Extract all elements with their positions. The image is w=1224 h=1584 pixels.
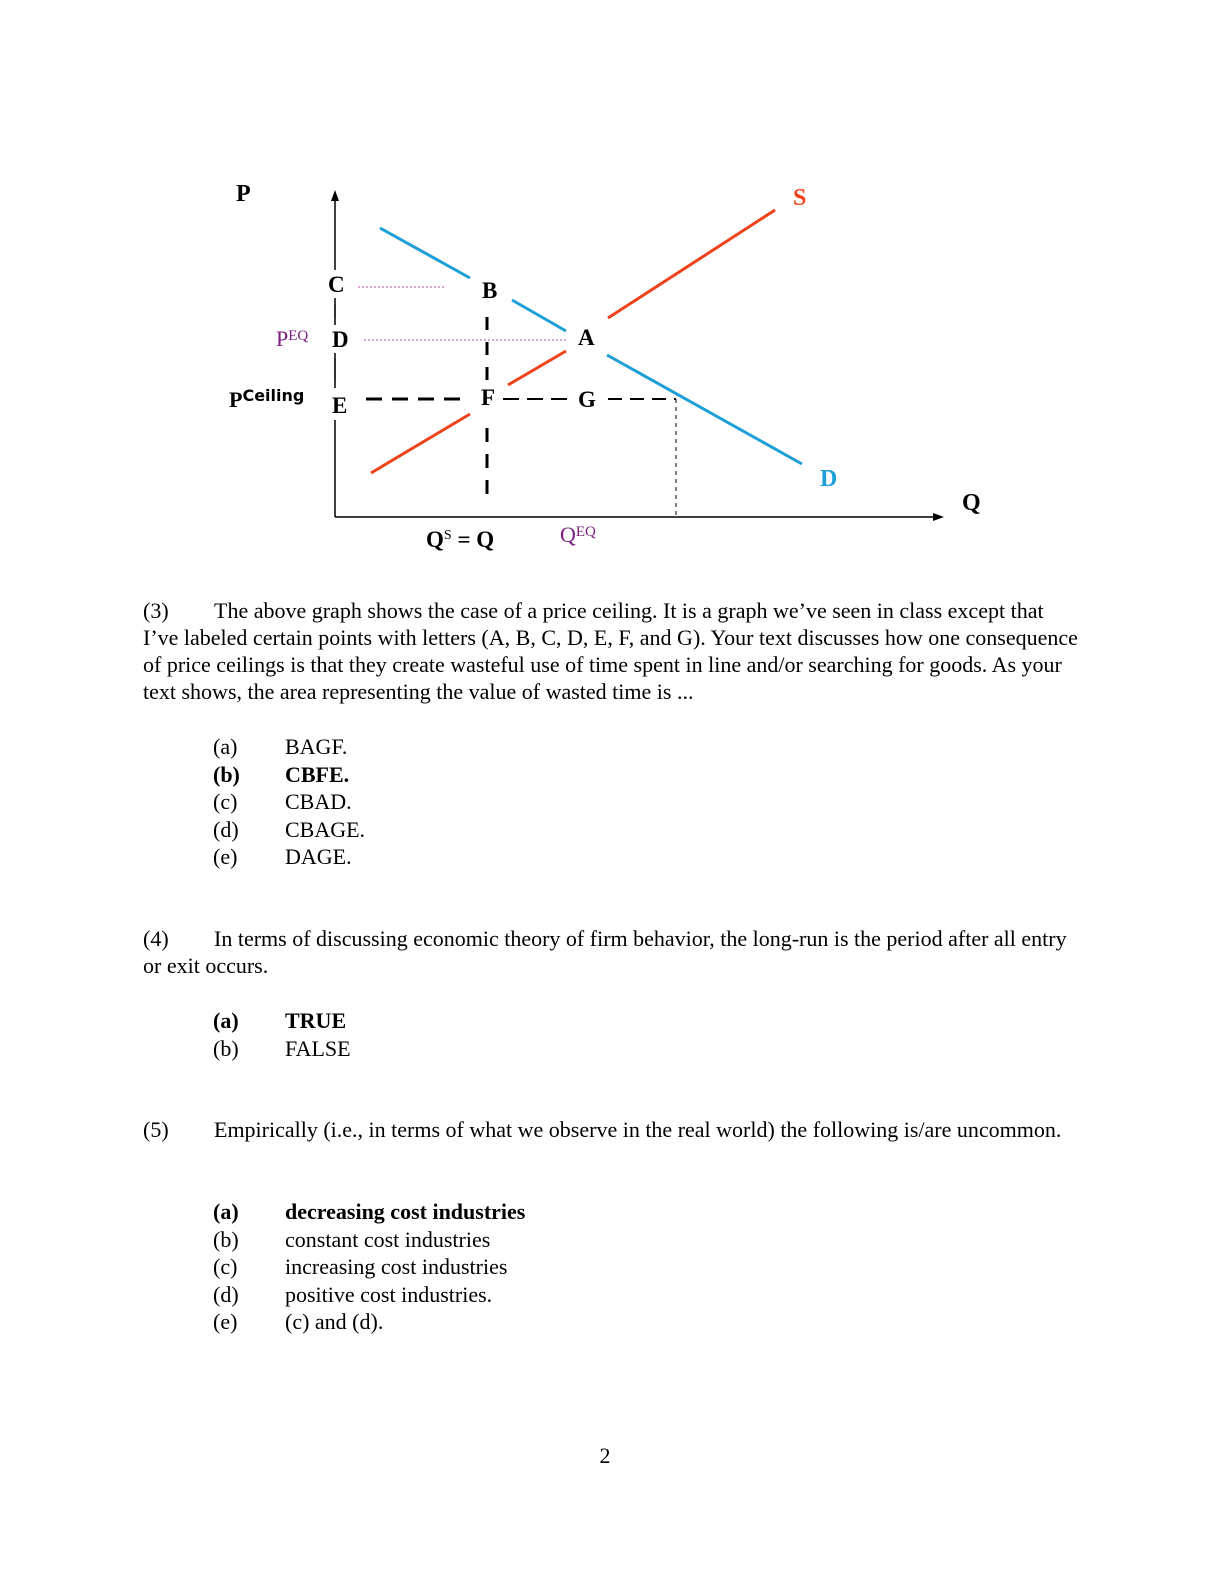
option-e[interactable] (213, 843, 365, 871)
demand-curve-segment-3 (607, 355, 802, 464)
option-label: (b) (213, 761, 240, 787)
option-label: (e) (213, 844, 238, 869)
point-c-label: C (328, 272, 345, 297)
option-b[interactable] (213, 1226, 525, 1254)
point-e-label: E (332, 393, 348, 418)
option-text: FALSE (285, 1035, 351, 1061)
question-text: The above graph shows the case of a price ceiling. It is a graph we’ve seen in class except that I’ve labeled certain points with letters (A, B, C, D, E, F, and G). Your text discusses how one consequence of price ceilings is that they create wasteful use of time spent in line and/or searching for goods. As your text shows, the area representing the value of wasted time is ... (143, 598, 1078, 704)
option-label: (a) (213, 734, 238, 759)
option-a[interactable] (213, 733, 365, 761)
option-text: decreasing cost industries (285, 1199, 526, 1224)
option-c[interactable] (213, 1253, 525, 1281)
option-label: (c) (213, 789, 238, 814)
option-a[interactable] (213, 1198, 525, 1226)
option-label: (d) (213, 1281, 239, 1307)
quantity-axis-label: Q (962, 490, 981, 516)
point-b-label: B (482, 278, 498, 303)
option-b[interactable] (213, 1035, 351, 1063)
supply-curve-segment-1 (371, 414, 470, 473)
option-label: (b) (213, 1226, 239, 1252)
qeq-sup: EQ (575, 524, 596, 540)
supply-curve-label: S (793, 185, 807, 211)
option-label: (a) (213, 1199, 239, 1224)
price-axis-label: P (236, 181, 251, 207)
option-label: (d) (213, 816, 239, 842)
option-label: (c) (213, 1254, 238, 1279)
equilibrium-price-label (276, 326, 308, 351)
option-label: (a) (213, 1008, 239, 1033)
qs-sup: S (443, 528, 452, 543)
option-text: increasing cost industries (285, 1254, 508, 1279)
supply-curve-segment-3 (608, 210, 775, 318)
question-4 (143, 925, 1083, 979)
option-text: TRUE (285, 1008, 347, 1033)
option-text: (c) and (d). (285, 1309, 384, 1334)
qs-rest: = Q (451, 527, 495, 552)
quantity-supplied-label (426, 527, 494, 552)
point-d-label: D (332, 327, 349, 352)
option-text: CBFE. (285, 761, 350, 787)
option-label: (b) (213, 1035, 239, 1061)
demand-curve-segment-1 (380, 228, 470, 278)
equilibrium-quantity-label (560, 522, 596, 547)
option-text: CBAD. (285, 789, 352, 814)
option-a[interactable] (213, 1007, 351, 1035)
question-number: (3) (143, 598, 169, 623)
demand-curve-label: D (820, 466, 838, 492)
option-c[interactable] (213, 788, 365, 816)
ceiling-price-base: P (229, 387, 243, 412)
qs-base: Q (426, 527, 444, 552)
ceiling-price-label (229, 386, 304, 412)
question-5 (143, 1116, 1083, 1143)
option-d[interactable] (213, 816, 365, 844)
option-text: positive cost industries. (285, 1281, 493, 1307)
price-ceiling-graph (0, 0, 1224, 580)
question-3-options (213, 733, 365, 871)
supply-curve-segment-2 (508, 351, 566, 385)
question-4-options (213, 1007, 351, 1062)
point-g-label: G (578, 387, 596, 412)
question-5-options (213, 1198, 525, 1336)
point-f-label: F (481, 385, 496, 410)
option-text: constant cost industries (285, 1226, 491, 1252)
question-number: (4) (143, 926, 169, 951)
equilibrium-price-sup: EQ (288, 328, 309, 344)
qeq-base: Q (560, 522, 576, 547)
option-b[interactable] (213, 761, 365, 789)
ceiling-price-sup: Ceiling (242, 386, 305, 405)
quantity-axis-arrow (933, 513, 944, 521)
question-number: (5) (143, 1117, 169, 1142)
question-text: In terms of discussing economic theory of firm behavior, the long-run is the period after all entry or exit occurs. (143, 926, 1067, 978)
point-a-label: A (578, 325, 595, 350)
question-3 (143, 597, 1083, 705)
option-text: DAGE. (285, 844, 352, 869)
price-axis-arrow (331, 190, 339, 201)
option-text: BAGF. (285, 734, 348, 759)
option-e[interactable] (213, 1308, 525, 1336)
demand-curve-segment-2 (512, 300, 566, 331)
page-number: 2 (599, 1443, 611, 1468)
option-text: CBAGE. (285, 816, 366, 842)
option-d[interactable] (213, 1281, 525, 1309)
option-label: (e) (213, 1309, 238, 1334)
question-text: Empirically (i.e., in terms of what we observe in the real world) the following is/are uncommon. (214, 1117, 1062, 1142)
equilibrium-price-base: P (276, 326, 289, 351)
